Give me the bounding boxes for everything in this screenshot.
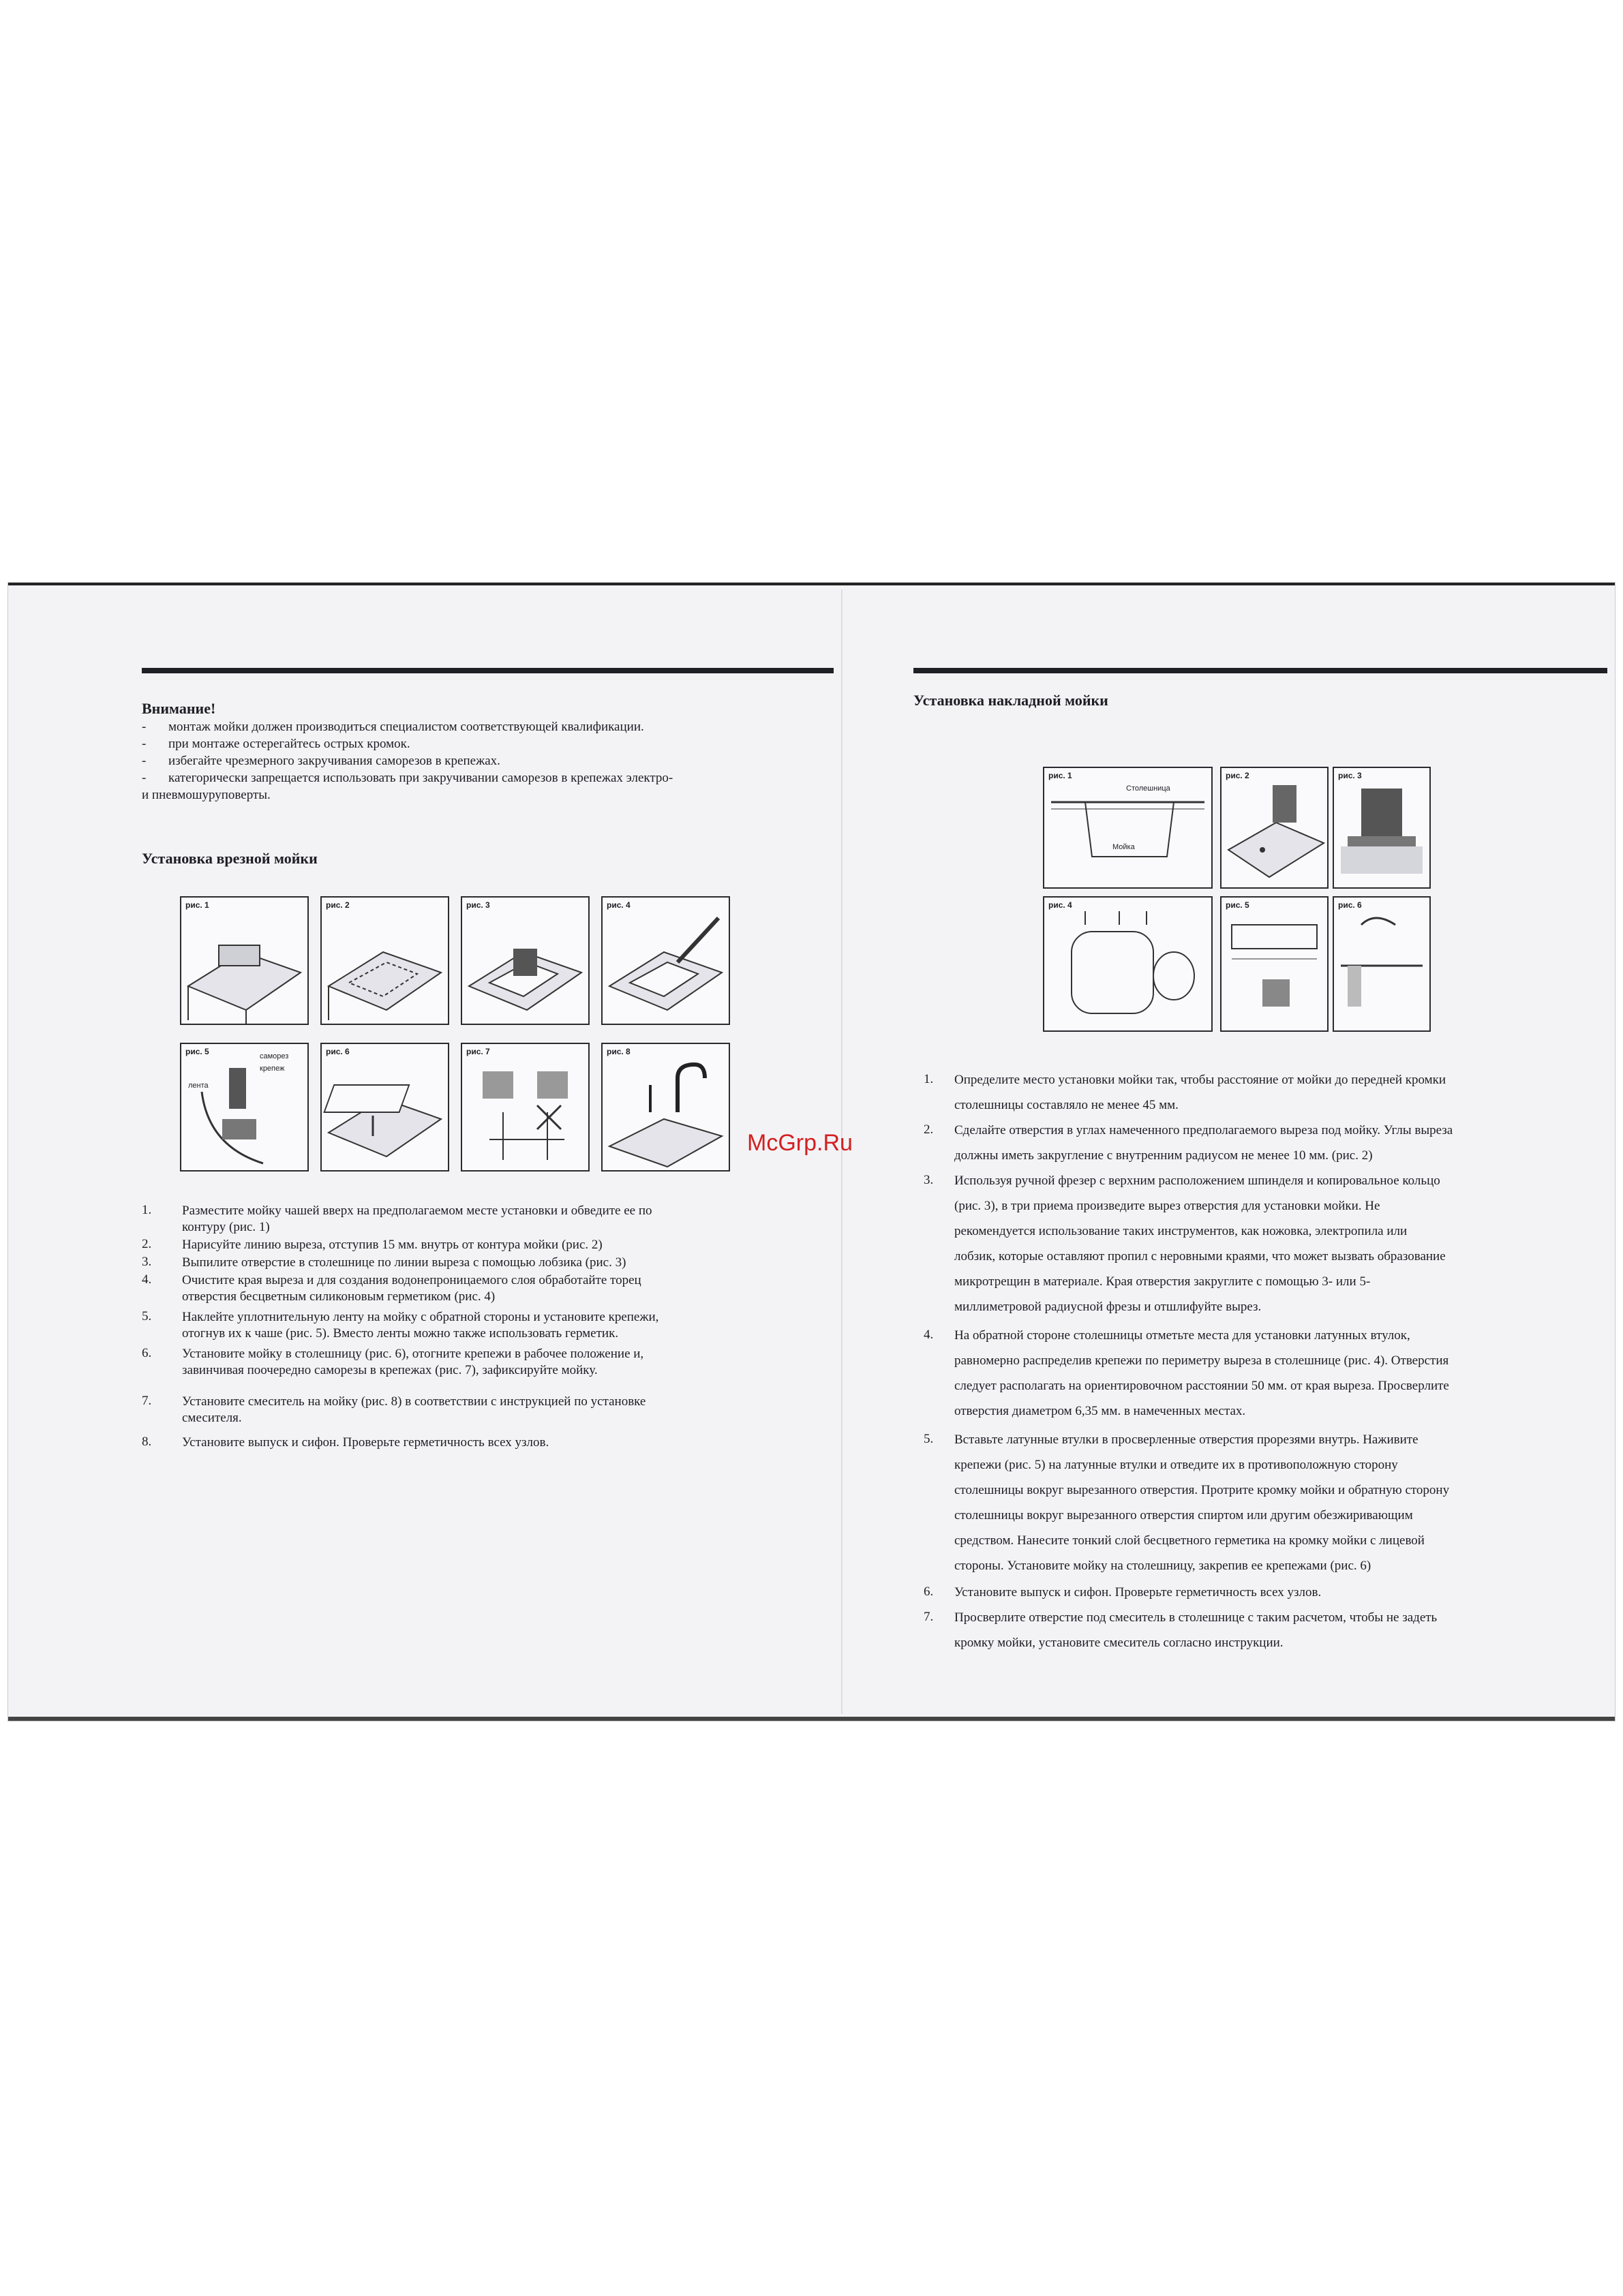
step-6-line-1: Установите мойку в столешницу (рис. 6), отогните крепежи в рабочее положение и, [182, 1347, 644, 1361]
r-step-3-line-6: миллиметровой радиусной фрезы и отшлифуйте вырез. [954, 1300, 1262, 1314]
figure-label: рис. 2 [1226, 771, 1249, 780]
step-number: 1. [142, 1203, 152, 1217]
step-number: 2. [142, 1237, 152, 1251]
step-6-line-2: завинчивая поочередно саморезы в крепежах (рис. 7), зафиксируйте мойку. [182, 1363, 598, 1377]
r-step-4-line-2: равномерно распределив крепежи по периметру выреза в столешнице (рис. 4). Отверстия [954, 1353, 1449, 1368]
bracket-dimension-illustration [1222, 898, 1327, 1030]
overlay-figure-6 [1333, 896, 1431, 1032]
step-8-line-1: Установите выпуск и сифон. Проверьте герметичность всех узлов. [182, 1435, 549, 1450]
step-7-line-2: смесителя. [182, 1411, 242, 1425]
step-5-line-1: Наклейте уплотнительную ленту на мойку с обратной стороны и установите крепежи, [182, 1310, 659, 1324]
r-step-5-line-3: столешницы вокруг вырезанного отверстия. Протрите кромку мойки и обратную сторону [954, 1483, 1450, 1497]
step-number: 7. [142, 1394, 152, 1408]
figure-label: рис. 6 [326, 1047, 350, 1056]
mounted-edge-illustration [1334, 898, 1429, 1030]
warning-1: монтаж мойки должен производиться специалистом соответствующей квалификации. [168, 720, 644, 734]
r-step-3-line-3: рекомендуется использование таких инструментов, как ножовка, электропила или [954, 1224, 1408, 1238]
attention-title: Внимание! [142, 700, 216, 717]
step-number: 4. [142, 1272, 152, 1287]
step-number: 5. [142, 1309, 152, 1323]
r-step-7-line-2: кромку мойки, установите смеситель согласно инструкции. [954, 1636, 1284, 1650]
warning-dash: - [142, 720, 147, 734]
r-step-4-line-4: отверстия диаметром 6,35 мм. в намеченных местах. [954, 1404, 1246, 1418]
step-number: 8. [142, 1435, 152, 1449]
jigsaw-illustration [462, 898, 588, 1024]
corner-drill-illustration [1222, 768, 1327, 887]
figure-label: рис. 4 [607, 900, 631, 910]
r-step-3-line-1: Используя ручной фрезер с верхним расположением шпинделя и копировальное кольцо [954, 1174, 1440, 1188]
step-3-line-1: Выпилите отверстие в столешнице по линии выреза с помощью лобзика (рис. 3) [182, 1255, 626, 1270]
step-number: 7. [924, 1610, 934, 1624]
overlay-figure-4 [1043, 896, 1213, 1032]
r-step-3-line-4: лобзик, которые оставляют пропил с неровными краями, что может вызвать образование [954, 1249, 1446, 1264]
fig5-label-screw: саморез [260, 1052, 289, 1060]
warning-4-cont: и пневмошуруповерты. [142, 788, 271, 802]
step-1-line-1: Разместите мойку чашей вверх на предполагаемом месте установки и обведите ее по [182, 1204, 652, 1218]
clamp-illustration [181, 1044, 307, 1170]
figure-1 [180, 896, 309, 1025]
r-step-4-line-3: следует располагать на ориентировочном расстоянии 50 мм. от края выреза. Просверлите [954, 1379, 1449, 1393]
step-4-line-1: Очистите края выреза и для создания водонепроницаемого слоя обработайте торец [182, 1273, 641, 1287]
r-step-3-line-5: микротрещин в материале. Края отверстия закруглите с помощью 3- или 5- [954, 1274, 1371, 1289]
fig1-label-sink: Мойка [1112, 843, 1135, 851]
figure-label: рис. 3 [1338, 771, 1362, 780]
overlay-figure-1 [1043, 767, 1213, 889]
figure-label: рис. 4 [1048, 900, 1072, 910]
figure-3 [461, 896, 590, 1025]
fig1-label-countertop: Столешница [1126, 784, 1170, 793]
figure-4 [601, 896, 730, 1025]
r-step-5-line-1: Вставьте латунные втулки в просверленные отверстия прорезями внутрь. Наживите [954, 1433, 1419, 1447]
step-number: 1. [924, 1072, 934, 1086]
step-4-line-2: отверстия бесцветным силиконовым герметиком (рис. 4) [182, 1289, 496, 1304]
figure-7 [461, 1043, 590, 1172]
step-7-line-1: Установите смеситель на мойку (рис. 8) в соответствии с инструкцией по установке [182, 1394, 646, 1409]
right-top-rule [913, 668, 1607, 673]
figure-label: рис. 5 [1226, 900, 1249, 910]
figure-label: рис. 1 [1048, 771, 1072, 780]
sealant-illustration [603, 898, 729, 1024]
screw-tightening-illustration [462, 1044, 588, 1170]
step-number: 4. [924, 1328, 934, 1342]
r-step-2-line-2: должны иметь закругление с внутренним радиусом не менее 10 мм. (рис. 2) [954, 1148, 1373, 1163]
r-step-1-line-2: столешницы составляло не менее 45 мм. [954, 1098, 1179, 1112]
step-1-line-2: контуру (рис. 1) [182, 1220, 270, 1234]
r-step-6-line-1: Установите выпуск и сифон. Проверьте герметичность всех узлов. [954, 1585, 1322, 1599]
figure-label: рис. 3 [466, 900, 490, 910]
double-bowl-illustration [1044, 898, 1211, 1030]
figure-label: рис. 7 [466, 1047, 490, 1056]
fig5-label-clamp: крепеж [260, 1065, 285, 1073]
r-step-2-line-1: Сделайте отверстия в углах намеченного предполагаемого выреза под мойку. Углы выреза [954, 1123, 1453, 1137]
figure-label: рис. 6 [1338, 900, 1362, 910]
left-top-rule [142, 668, 834, 673]
install-title-right: Установка накладной мойки [913, 692, 1108, 709]
r-step-5-line-5: средством. Нанесите тонкий слой бесцветного герметика на кромку мойки с лицевой [954, 1533, 1425, 1548]
left-page [63, 583, 847, 1721]
warning-2: при монтаже остерегайтесь острых кромок. [168, 737, 410, 751]
step-2-line-1: Нарисуйте линию выреза, отступив 15 мм. внутрь от контура мойки (рис. 2) [182, 1238, 603, 1252]
step-number: 3. [142, 1255, 152, 1269]
step-number: 2. [924, 1122, 934, 1137]
r-step-5-line-6: стороны. Установите мойку на столешницу, закрепив ее крепежами (рис. 6) [954, 1559, 1371, 1573]
router-illustration [1334, 768, 1429, 887]
step-number: 5. [924, 1432, 934, 1446]
figure-6 [320, 1043, 449, 1172]
r-step-1-line-1: Определите место установки мойки так, чтобы расстояние от мойки до передней кромки [954, 1073, 1446, 1087]
figure-8 [601, 1043, 730, 1172]
site-watermark: McGrp.Ru [747, 1130, 853, 1156]
r-step-7-line-1: Просверлите отверстие под смеситель в столешнице с таким расчетом, чтобы не задеть [954, 1610, 1438, 1625]
sink-outline-illustration [181, 898, 307, 1024]
warning-dash: - [142, 737, 147, 751]
fig5-label-tape: лента [188, 1082, 209, 1090]
r-step-5-line-2: крепежи (рис. 5) на латунные втулки и отведите их в противоположную сторону [954, 1458, 1398, 1472]
figure-label: рис. 2 [326, 900, 350, 910]
figure-label: рис. 5 [185, 1047, 209, 1056]
step-number: 6. [924, 1585, 934, 1599]
overlay-figure-2 [1220, 767, 1329, 889]
right-page [859, 583, 1609, 1721]
cutline-illustration [322, 898, 448, 1024]
figure-2 [320, 896, 449, 1025]
r-step-5-line-4: столешницы вокруг вырезанного отверстия спиртом или другим обезжиривающим [954, 1508, 1413, 1522]
overlay-figure-5 [1220, 896, 1329, 1032]
step-number: 6. [142, 1346, 152, 1360]
r-step-3-line-2: (рис. 3), в три приема произведите вырез отверстия для установки мойки. Не [954, 1199, 1380, 1213]
figure-5 [180, 1043, 309, 1172]
step-5-line-2: отогнув их к чаше (рис. 5). Вместо ленты можно также использовать герметик. [182, 1326, 619, 1341]
warning-dash: - [142, 754, 147, 768]
step-number: 3. [924, 1173, 934, 1187]
r-step-4-line-1: На обратной стороне столешницы отметьте места для установки латунных втулок, [954, 1328, 1410, 1343]
warning-4: категорически запрещается использовать при закручивании саморезов в крепежах электро- [168, 771, 673, 785]
warning-3: избегайте чрезмерного закручивания саморезов в крепежах. [168, 754, 500, 768]
figure-label: рис. 8 [607, 1047, 631, 1056]
faucet-install-illustration [603, 1044, 729, 1170]
warning-dash: - [142, 771, 147, 785]
overlay-figure-3 [1333, 767, 1431, 889]
sink-insert-illustration [322, 1044, 448, 1170]
install-title-left: Установка врезной мойки [142, 850, 318, 867]
figure-label: рис. 1 [185, 900, 209, 910]
